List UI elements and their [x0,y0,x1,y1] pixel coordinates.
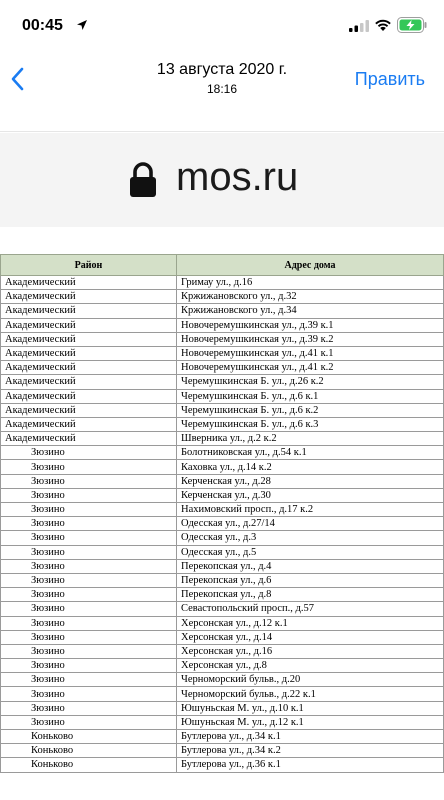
cell-address: Юшуньская М. ул., д.12 к.1 [177,715,444,729]
cell-address: Одесская ул., д.27/14 [177,517,444,531]
table-row [1,616,444,630]
cell-district: Зюзино [1,517,177,531]
cell-district: Зюзино [1,602,177,616]
table-row [1,332,444,346]
table-row [1,432,444,446]
cell-district: Зюзино [1,503,177,517]
table-row [1,602,444,616]
cell-address: Черемушкинская Б. ул., д.6 к.2 [177,403,444,417]
cell-district: Академический [1,361,177,375]
cell-address: Черноморский бульв., д.22 к.1 [177,687,444,701]
status-bar [0,0,444,52]
cell-address: Юшуньская М. ул., д.10 к.1 [177,701,444,715]
table-row [1,290,444,304]
cell-address: Одесская ул., д.3 [177,531,444,545]
cell-address: Черемушкинская Б. ул., д.6 к.1 [177,389,444,403]
table-row [1,446,444,460]
table-row [1,474,444,488]
table-row [1,531,444,545]
table-row [1,644,444,658]
table-row [1,730,444,744]
cell-address: Перекопская ул., д.4 [177,559,444,573]
table-row [1,276,444,290]
table-row [1,687,444,701]
cell-address: Новочеремушкинская ул., д.39 к.1 [177,318,444,332]
cell-address: Гримау ул., д.16 [177,276,444,290]
cell-district: Академический [1,403,177,417]
cell-district: Зюзино [1,659,177,673]
table-row [1,361,444,375]
table-row [1,573,444,587]
cell-district: Зюзино [1,474,177,488]
table-row [1,744,444,758]
table-row [1,460,444,474]
edit-button[interactable]: Править [354,69,425,89]
cell-district: Зюзино [1,673,177,687]
table-row [1,517,444,531]
cell-district: Зюзино [1,588,177,602]
cell-district: Коньково [1,758,177,772]
cell-district: Зюзино [1,630,177,644]
cell-address: Севастопольский просп., д.57 [177,602,444,616]
mos-ru-banner [0,133,444,227]
document-time-subtitle: 18:16 [206,82,238,96]
cell-district: Академический [1,432,177,446]
document-date-title: 13 августа 2020 г. [156,61,288,78]
column-header-address: Адрес дома [177,255,444,276]
table-row [1,758,444,772]
cell-address: Керченская ул., д.28 [177,474,444,488]
cell-address: Новочеремушкинская ул., д.39 к.2 [177,332,444,346]
table-row [1,503,444,517]
cell-district: Зюзино [1,616,177,630]
cell-district: Зюзино [1,715,177,729]
cell-address: Кржижановского ул., д.32 [177,290,444,304]
banner-site-name: mos.ru [176,155,299,199]
cell-address: Каховка ул., д.14 к.2 [177,460,444,474]
navigation-bar [0,52,444,104]
cell-district: Зюзино [1,446,177,460]
table-row [1,630,444,644]
cell-district: Зюзино [1,559,177,573]
cell-address: Одесская ул., д.5 [177,545,444,559]
cell-address: Перекопская ул., д.8 [177,588,444,602]
cell-district: Академический [1,389,177,403]
cell-district: Зюзино [1,460,177,474]
table-row [1,417,444,431]
cell-district: Зюзино [1,531,177,545]
cell-address: Шверника ул., д.2 к.2 [177,432,444,446]
cell-address: Черноморский бульв., д.20 [177,673,444,687]
table-row [1,673,444,687]
battery-charging-icon [397,17,427,33]
cell-address: Нахимовский просп., д.17 к.2 [177,503,444,517]
table-header-row [1,255,444,276]
cell-district: Академический [1,375,177,389]
cell-address: Бутлерова ул., д.34 к.1 [177,730,444,744]
address-table [0,254,444,773]
table-row [1,545,444,559]
cellular-signal-icon [349,20,369,32]
cell-district: Зюзино [1,644,177,658]
table-row [1,715,444,729]
column-header-district: Район [1,255,177,276]
cell-district: Зюзино [1,488,177,502]
cell-district: Академический [1,304,177,318]
cell-address: Черемушкинская Б. ул., д.6 к.3 [177,417,444,431]
cell-address: Болотниковская ул., д.54 к.1 [177,446,444,460]
table-row [1,559,444,573]
cell-address: Керченская ул., д.30 [177,488,444,502]
table-row [1,375,444,389]
cell-district: Зюзино [1,701,177,715]
cell-address: Новочеремушкинская ул., д.41 к.1 [177,346,444,360]
table-row [1,659,444,673]
lock-icon [128,162,158,198]
cell-district: Коньково [1,744,177,758]
wifi-icon [374,18,392,32]
table-row [1,588,444,602]
location-arrow-icon [76,19,88,31]
cell-address: Херсонская ул., д.14 [177,630,444,644]
cell-district: Коньково [1,730,177,744]
cell-district: Академический [1,417,177,431]
cell-address: Черемушкинская Б. ул., д.26 к.2 [177,375,444,389]
cell-district: Зюзино [1,545,177,559]
cell-address: Херсонская ул., д.12 к.1 [177,616,444,630]
table-row [1,701,444,715]
cell-address: Херсонская ул., д.16 [177,644,444,658]
cell-address: Новочеремушкинская ул., д.41 к.2 [177,361,444,375]
cell-address: Перекопская ул., д.6 [177,573,444,587]
cell-address: Херсонская ул., д.8 [177,659,444,673]
cell-address: Кржижановского ул., д.34 [177,304,444,318]
cell-district: Зюзино [1,687,177,701]
table-row [1,304,444,318]
table-row [1,488,444,502]
table-row [1,389,444,403]
table-row [1,403,444,417]
table-row [1,318,444,332]
cell-district: Академический [1,346,177,360]
cell-district: Академический [1,290,177,304]
cell-district: Академический [1,276,177,290]
divider [0,131,444,132]
document-view [0,104,444,800]
cell-district: Зюзино [1,573,177,587]
cell-address: Бутлерова ул., д.34 к.2 [177,744,444,758]
cell-address: Бутлерова ул., д.36 к.1 [177,758,444,772]
cell-district: Академический [1,332,177,346]
table-row [1,346,444,360]
cell-district: Академический [1,318,177,332]
status-time: 00:45 [22,17,63,34]
